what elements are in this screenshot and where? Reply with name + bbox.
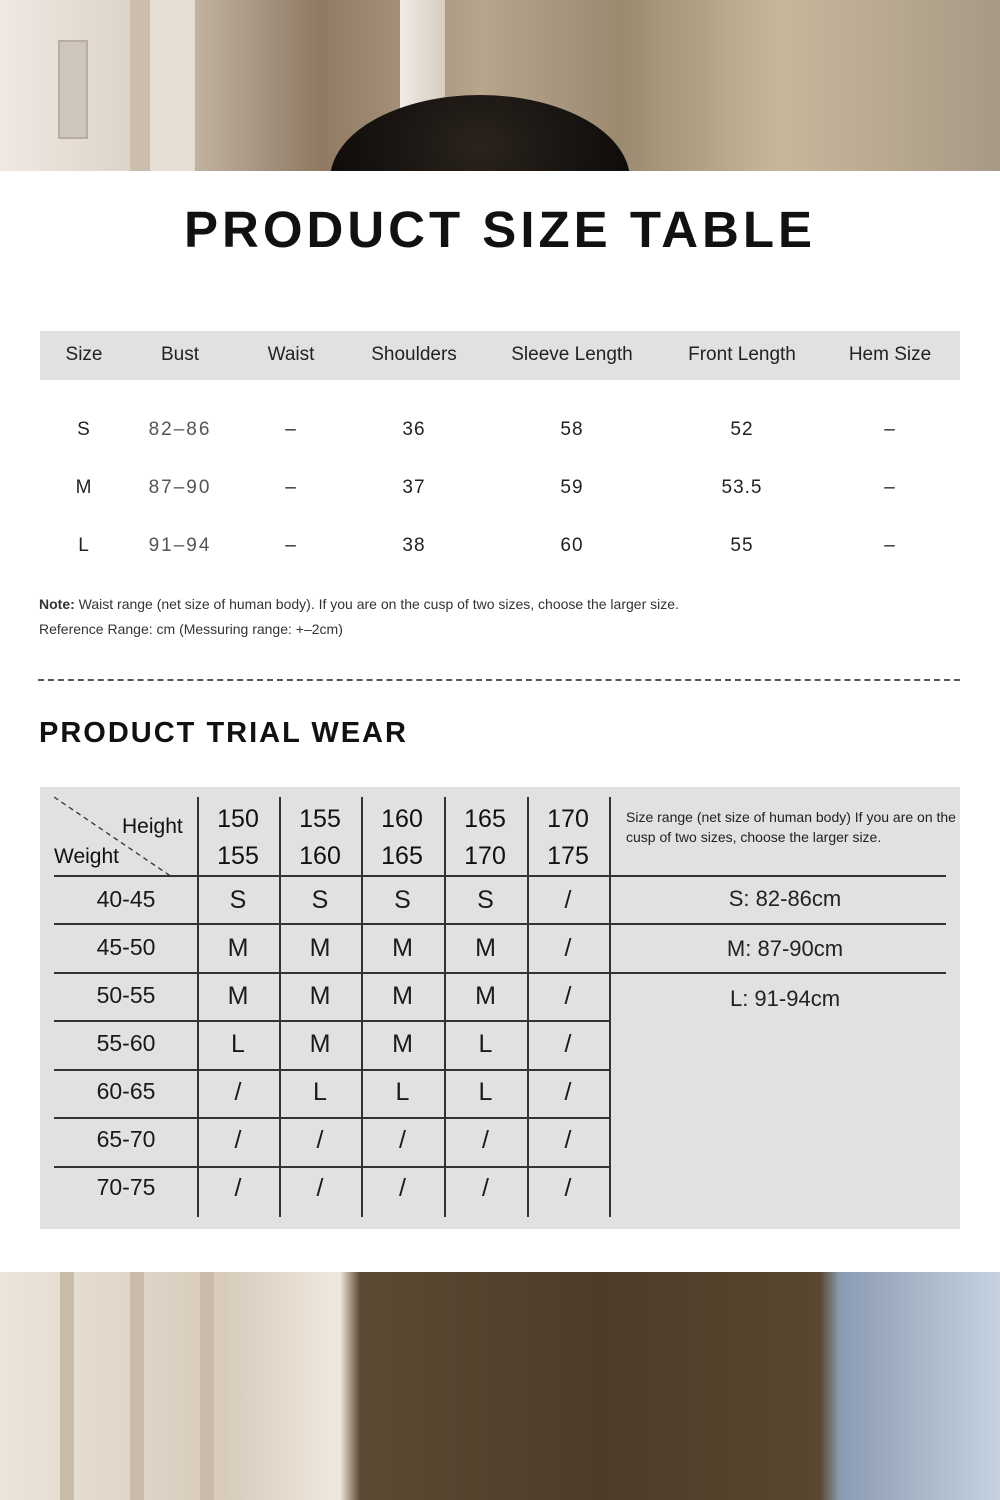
height-header-155-160 [279,801,361,875]
sleeve-length-cell: 58 [560,419,584,440]
grid-cell: / [234,1174,242,1202]
grid-cell: / [399,1174,406,1202]
height-min: 150 [217,805,259,833]
grid-cell: / [316,1174,324,1202]
grid-cell: L [395,1078,410,1106]
grid-cell: M [392,982,413,1010]
grid-hline [54,923,946,925]
hem-size-cell: – [884,477,896,498]
grid-cell: M [475,934,496,962]
grid-cell: M [309,934,331,962]
weight-label: 55-60 [96,1030,156,1056]
shoulders-cell: 37 [402,477,426,498]
size-row-l [40,535,960,565]
header-waist: Waist [267,344,315,365]
grid-cell: L [231,1030,245,1058]
grid-cell: / [564,1174,572,1202]
height-header-170-175 [527,801,609,875]
grid-cell: S [311,886,329,914]
corner-height-label: Height [122,815,183,838]
photo-hinge [58,40,88,139]
header-front-length: Front Length [688,344,796,365]
sleeve-length-cell: 60 [560,535,584,556]
weight-label: 65-70 [96,1126,156,1152]
height-header-165-170 [444,801,526,875]
size-cell: M [75,477,93,498]
grid-hline [54,875,946,877]
note-label: Note: [39,596,75,612]
size-row-m [40,477,960,507]
weight-label: 45-50 [96,934,156,960]
grid-cell: M [475,982,496,1010]
header-bust: Bust [160,344,200,365]
grid-cell: / [316,1126,324,1154]
bottom-product-photo [0,1272,1000,1500]
grid-cell: / [564,982,572,1010]
size-row-s [40,419,960,449]
grid-cell: M [309,982,331,1010]
grid-cell: L [478,1078,493,1106]
height-max: 155 [217,842,259,870]
size-range-m: M: 87-90cm [726,936,844,961]
grid-cell: / [399,1126,406,1154]
photo-model-head [330,95,630,171]
shoulders-cell: 38 [402,535,426,556]
grid-cell: / [482,1174,489,1202]
front-length-cell: 55 [730,535,754,556]
shoulders-cell: 36 [402,419,426,440]
grid-cell: / [564,886,572,914]
grid-cell: M [392,1030,413,1058]
grid-cell: / [234,1126,242,1154]
height-min: 155 [299,805,341,833]
height-max: 165 [381,842,423,870]
weight-label: 60-65 [96,1078,156,1104]
sleeve-length-cell: 59 [560,477,584,498]
grid-cell: / [482,1126,489,1154]
grid-cell: S [477,886,494,914]
photo-door-frame [150,0,195,171]
trial-side-note: Size range (net size of human body) If you are on the cusp of two sizes, choose the larger size. [626,809,956,845]
grid-cell: M [309,1030,331,1058]
size-range-l: L: 91-94cm [729,986,841,1011]
section-divider [38,679,960,681]
grid-cell: / [564,1126,572,1154]
front-length-cell: 53.5 [721,477,763,498]
bust-cell: 91–94 [148,535,212,556]
grid-cell: S [394,886,411,914]
grid-cell: M [392,934,413,962]
grid-cell: L [478,1030,493,1058]
height-header-150-155 [197,801,279,875]
height-header-160-165 [361,801,443,875]
waist-cell: – [285,535,297,556]
front-length-cell: 52 [730,419,754,440]
size-cell: L [78,535,90,556]
grid-hline [54,972,946,974]
size-table-title: PRODUCT SIZE TABLE [183,201,817,258]
top-product-photo [0,0,1000,171]
bust-cell: 87–90 [148,477,212,498]
grid-cell: M [227,982,249,1010]
grid-cell: / [564,1078,572,1106]
height-max: 160 [299,842,341,870]
header-hem-size: Hem Size [848,344,932,365]
header-size: Size [65,344,103,365]
header-shoulders: Shoulders [371,344,457,365]
height-max: 170 [464,842,506,870]
grid-cell: M [227,934,249,962]
corner-weight-label: Weight [54,845,119,868]
note-text: Waist range (net size of human body). If you are on the cusp of two sizes, choose the larger size. [74,596,679,612]
height-max: 175 [547,842,589,870]
trial-wear-title: PRODUCT TRIAL WEAR [39,717,408,749]
grid-cell: / [564,1030,572,1058]
hem-size-cell: – [884,535,896,556]
trial-wear-table [40,787,960,1229]
photo-curtain-fold [200,1272,214,1500]
waist-cell: – [285,477,297,498]
height-min: 170 [547,805,589,833]
header-sleeve-length: Sleeve Length [511,344,633,365]
size-note [39,596,679,612]
reference-range: Reference Range: cm (Messuring range: +–2cm) [39,621,343,637]
grid-cell: / [234,1078,242,1106]
weight-label: 40-45 [96,886,156,912]
height-min: 165 [464,805,506,833]
grid-hline [54,1166,610,1168]
bust-cell: 82–86 [148,419,212,440]
photo-curtain-fold [60,1272,74,1500]
photo-curtain-fold [130,1272,144,1500]
weight-label: 70-75 [96,1174,156,1200]
size-cell: S [77,419,91,440]
grid-hline [54,1069,610,1071]
hem-size-cell: – [884,419,896,440]
grid-cell: L [313,1078,327,1106]
grid-hline [54,1117,610,1119]
weight-label: 50-55 [96,982,156,1008]
size-table-header [40,331,960,380]
grid-hline [54,1020,610,1022]
grid-cell: / [564,934,572,962]
height-min: 160 [381,805,423,833]
grid-cell: S [229,886,247,914]
waist-cell: – [285,419,297,440]
size-range-s: S: 82-86cm [728,886,842,911]
